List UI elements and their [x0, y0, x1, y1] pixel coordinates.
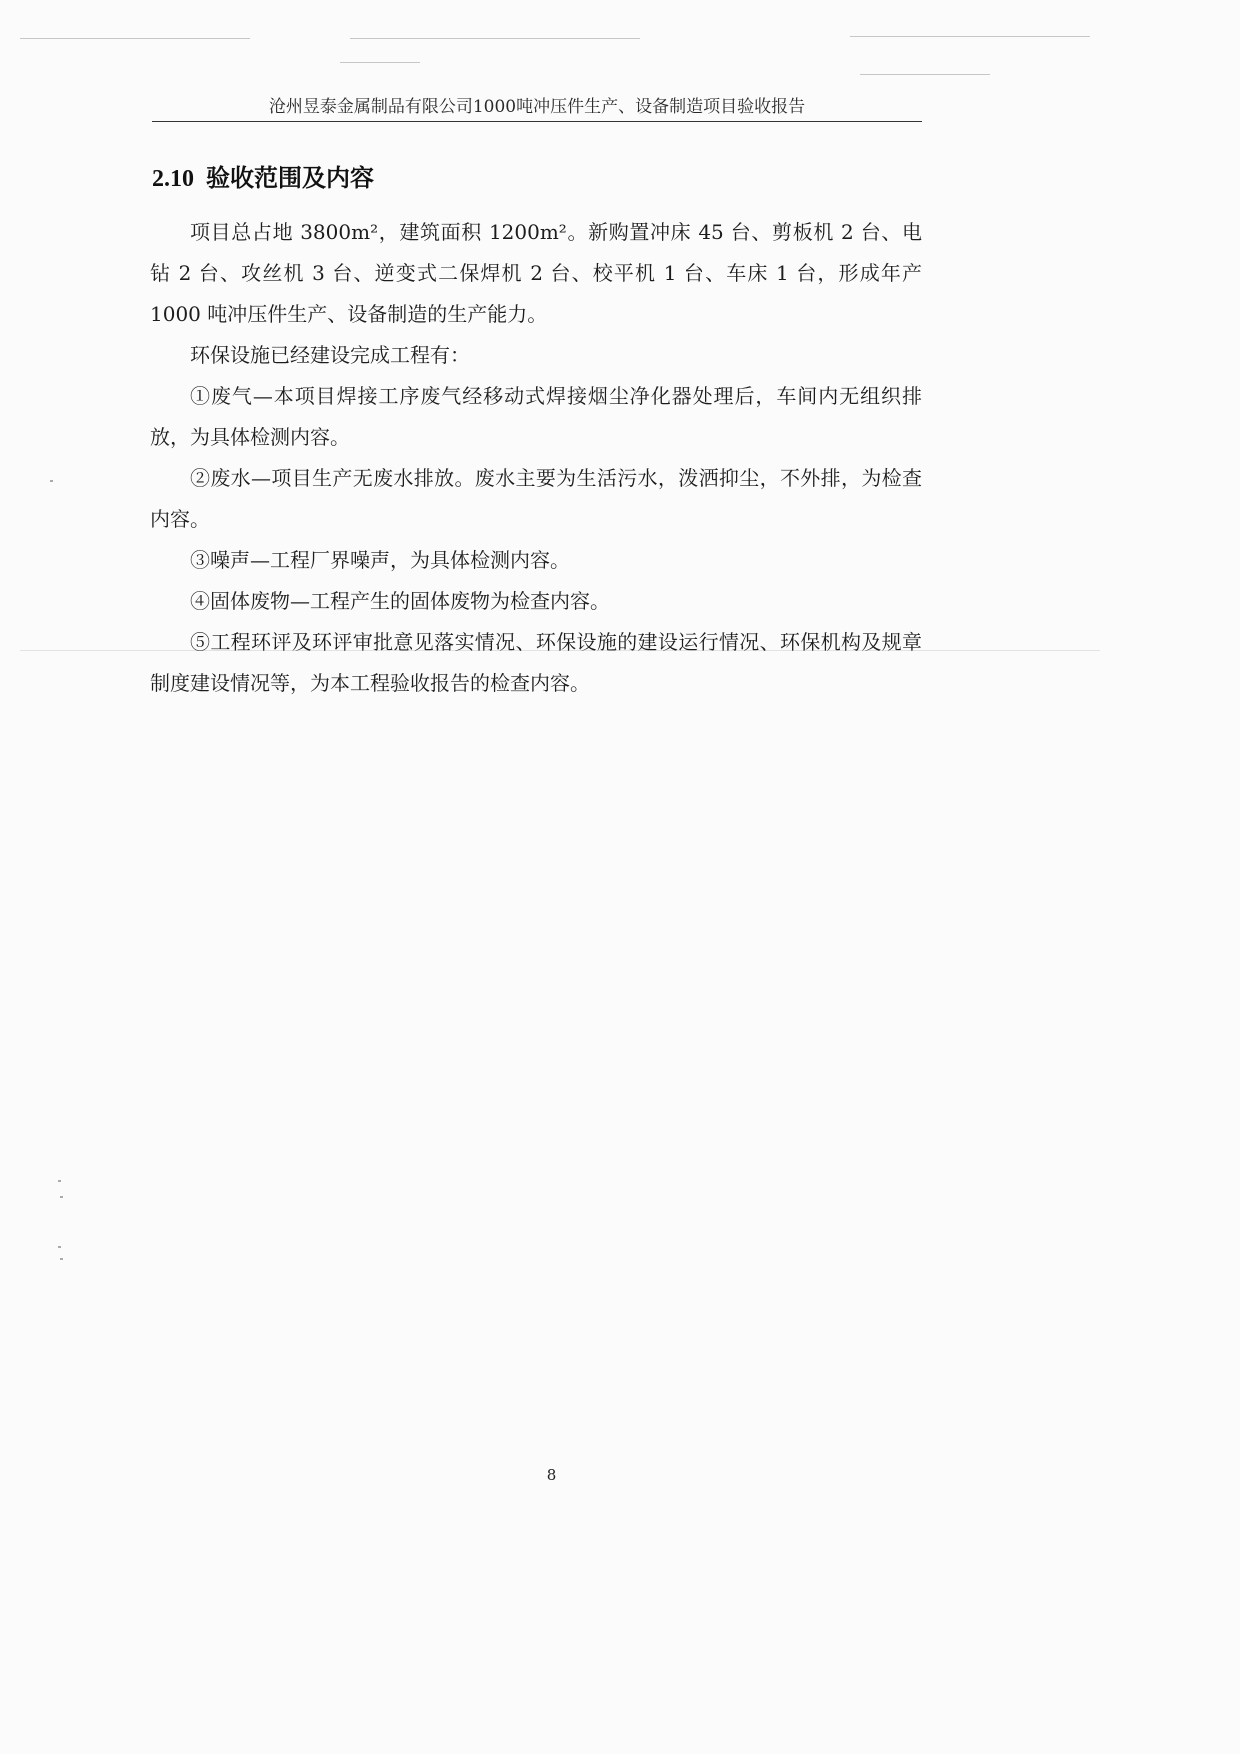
scan-speck — [50, 480, 53, 482]
scan-speck — [58, 1180, 61, 1182]
page-header: 沧州昱泰金属制品有限公司1000吨冲压件生产、设备制造项目验收报告 — [152, 92, 922, 122]
paragraph-wastewater: ②废水—项目生产无废水排放。废水主要为生活污水，泼洒抑尘，不外排，为检查内容。 — [150, 466, 922, 531]
paragraph-solid-waste: ④固体废物—工程产生的固体废物为检查内容。 — [190, 589, 610, 613]
section-heading — [152, 158, 374, 193]
scan-speck — [60, 1258, 63, 1260]
scan-artifact-line — [350, 38, 640, 39]
paragraph-completed-facilities: 环保设施已经建设完成工程有： — [190, 343, 470, 367]
body-text — [150, 212, 922, 704]
paragraph-noise: ③噪声—工程厂界噪声，为具体检测内容。 — [190, 548, 570, 572]
scan-speck — [58, 1246, 61, 1248]
scan-artifact-line — [850, 36, 1090, 37]
scan-artifact-line — [20, 38, 250, 39]
scan-artifact-line — [340, 62, 420, 63]
page-number: 8 — [546, 1466, 557, 1484]
section-title-text: 验收范围及内容 — [206, 166, 374, 192]
section-number: 2.10 — [152, 166, 194, 192]
scan-speck — [60, 1196, 63, 1198]
paragraph-project-overview: 项目总占地 3800m²，建筑面积 1200m²。新购置冲床 45 台、剪板机 2 台、电钻 2 台、攻丝机 3 台、逆变式二保焊机 2 台、校平机 1 台、车床 1 台，形成年产 1000 吨冲压件生产、设备制造的生产能力。 — [150, 220, 922, 326]
scan-artifact-line — [860, 74, 990, 75]
scan-artifact-line — [20, 650, 1100, 651]
paragraph-exhaust-gas: ①废气—本项目焊接工序废气经移动式焊接烟尘净化器处理后，车间内无组织排放，为具体检测内容。 — [150, 384, 922, 449]
paragraph-eia-implementation: ⑤工程环评及环评审批意见落实情况、环保设施的建设运行情况、环保机构及规章制度建设情况等，为本工程验收报告的检查内容。 — [150, 630, 922, 695]
